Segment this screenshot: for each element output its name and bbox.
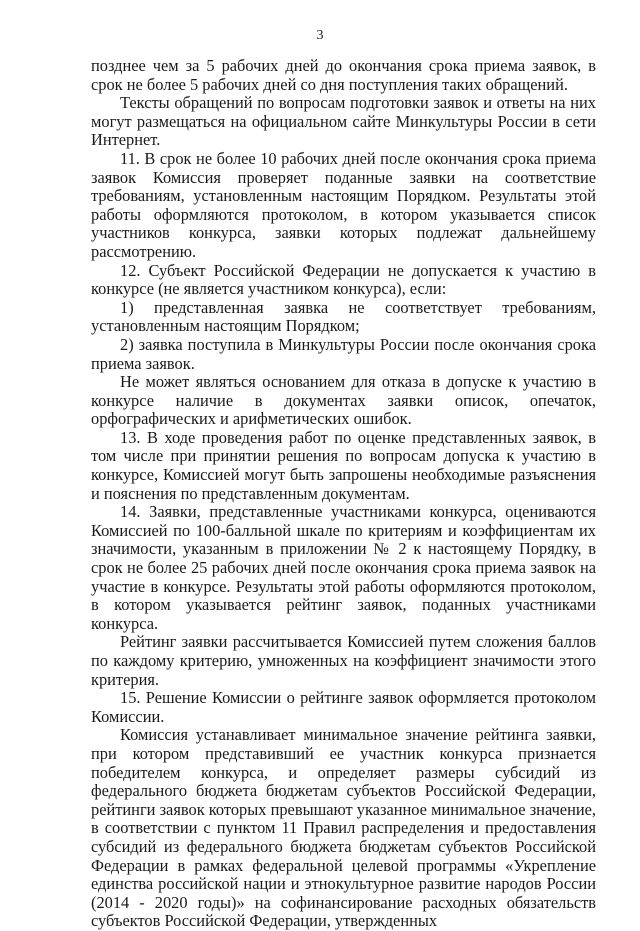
- paragraph-item-13: 13. В ходе проведения работ по оценке представленных заявок, в том числе при принятии решения по вопросам допуска к участию в конкурсе, Комиссией могут быть запрошены необходимые разъяснения и пояснения по представленным документам.: [91, 427, 596, 503]
- page-number: 3: [316, 28, 324, 43]
- paragraph-appeals-publication: Тексты обращений по вопросам подготовки заявок и ответы на них могут размещаться на официальном сайте Минкультуры России в сети Интернет.: [91, 93, 596, 150]
- paragraph-continuation: позднее чем за 5 рабочих дней до окончания срока приема заявок, в срок не более 5 рабочих дней со дня поступления таких обращений.: [91, 56, 596, 94]
- paragraph-item-12-subitem-1: 1) представленная заявка не соответствует требованиям, установленным настоящим Порядком;: [91, 297, 596, 336]
- paragraph-typos-not-grounds: Не может являться основанием для отказа в допуске к участию в конкурсе наличие в документах заявки описок, опечаток, орфографических и арифметических ошибок.: [91, 372, 596, 429]
- document-body: [91, 57, 596, 931]
- paragraph-item-12-subitem-2: 2) заявка поступила в Минкультуры России после окончания срока приема заявок.: [91, 334, 596, 373]
- paragraph-item-15: 15. Решение Комиссии о рейтинге заявок оформляется протоколом Комиссии.: [91, 688, 596, 726]
- paragraph-item-12: 12. Субъект Российской Федерации не допускается к участию в конкурсе (не является участником конкурса), если:: [91, 260, 596, 299]
- paragraph-item-14: 14. Заявки, представленные участниками конкурса, оцениваются Комиссией по 100-балльной шкале по критериям и коэффициентам их значимости, указанным в приложении № 2 к настоящему Порядку, в срок не более 25 рабочих дней после окончания срока приема заявок на участие в конкурсе. Результаты этой работы оформляются протоколом, в котором указывается рейтинг заявок, поданных участниками конкурса.: [91, 502, 596, 633]
- paragraph-rating-calculation: Рейтинг заявки рассчитывается Комиссией путем сложения баллов по каждому критерию, умноженных на коэффициент значимости этого критерия.: [91, 632, 596, 689]
- paragraph-item-11: 11. В срок не более 10 рабочих дней после окончания срока приема заявок Комиссия проверяет поданные заявки на соответствие требованиям, установленным настоящим Порядком. Результаты этой работы оформляются протоколом, в котором указывается список участников конкурса, заявки которых подлежат дальнейшему рассмотрению.: [91, 148, 596, 261]
- paragraph-minimum-rating: Комиссия устанавливает минимальное значение рейтинга заявки, при котором представивший ее участник конкурса признается победителем конкурса, и определяет размеры субсидий из федерального бюджета бюджетам субъектов Российской Федерации, рейтинги заявок которых превышают указанное минимальное значение, в соответствии с пунктом 11 Правил распределения и предоставления субсидий из федерального бюджета бюджетам субъектов Российской Федерации в рамках федеральной целевой программы «Укрепление единства российской нации и этнокультурное развитие народов России (2014 - 2020 годы)» на софинансирование расходных обязательств субъектов Российской Федерации, утвержденных: [91, 725, 596, 931]
